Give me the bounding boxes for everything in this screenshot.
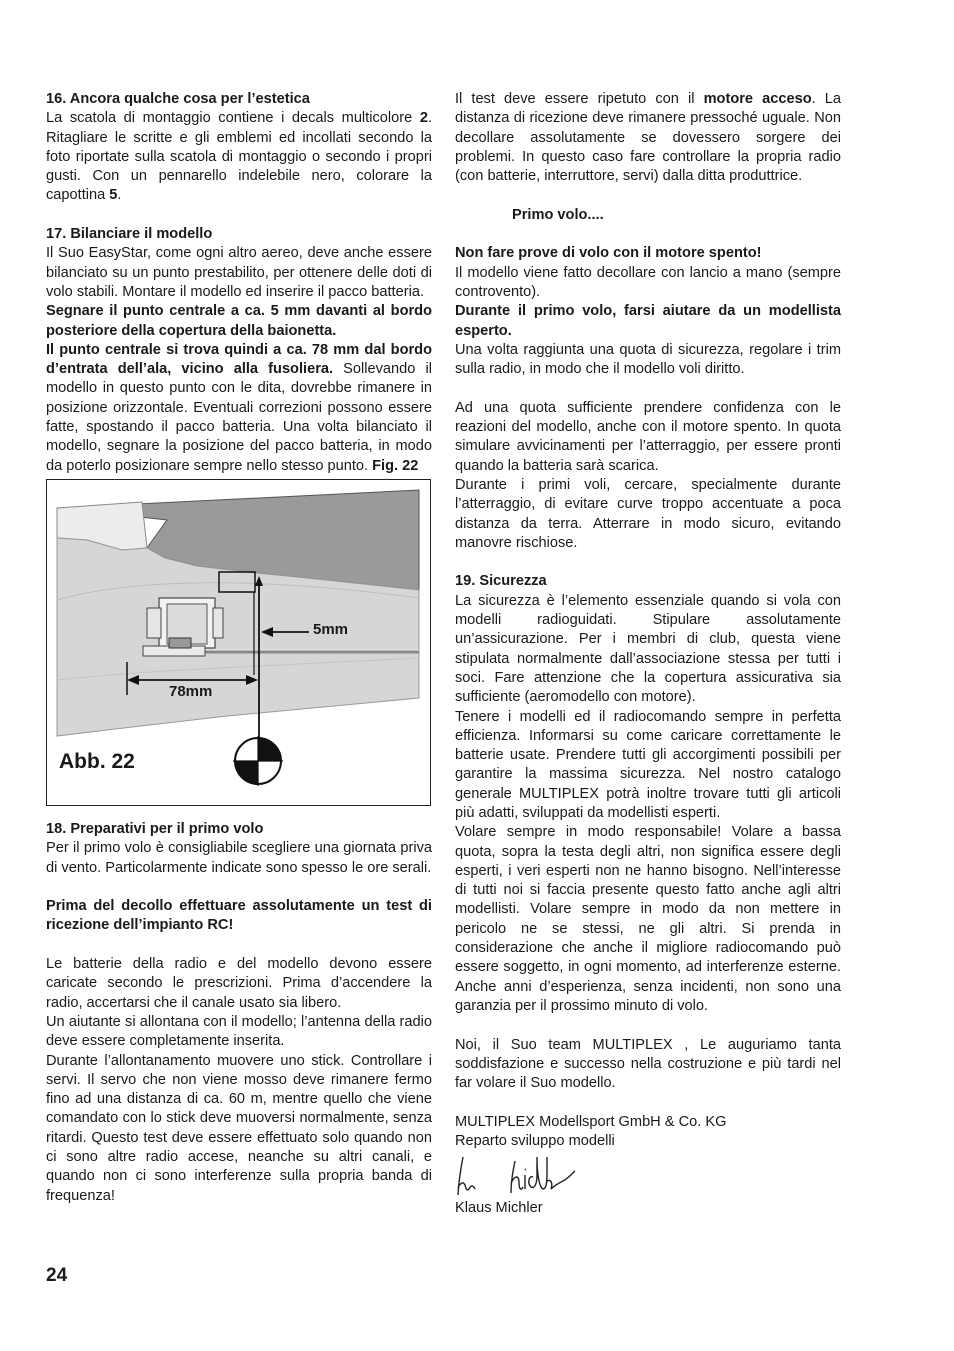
section-16-title: 16. Ancora qualche cosa per l’estetica (46, 91, 310, 107)
expert-help-text: Durante il primo volo, farsi aiutare da un modellista esperto. (455, 303, 841, 339)
closing-text: Noi, il Suo team MULTIPLEX , Le auguriamo tanta soddisfazione e successo nella costruzione e più tardi nel far volare il Suo modello. (455, 1036, 841, 1092)
section-16-text (46, 109, 432, 205)
s16-text-e: . (117, 187, 122, 204)
test-text-c: . La distanza di ricezione deve rimanere pressoché uguale. Non decollare assolutamente se dovessero sorgere dei problemi. In questo caso fare controllare la propria radio (con batterie, interruttore, servi) dalla ditta produttrice. (455, 91, 841, 185)
section-19-text-3: Volare sempre in modo responsabile! Volare a bassa quota, sopra la testa degli altri, non significa essere degli esperti, i veri esperti non ne hanno bisogno. Nell’interesse di tutti noi si faccia presente questo fatto anche agli altri modellisti. Volare sempre in modo da non mettere in pericolo ne se stessi, ne gli altri. Si prenda in considerazione che anche il migliore radiocomando può essere soggetto, in ogni momento, ad interferenze esterne. Anche anni d’esperienza, senza incidenti, non sono una garanzia per il prossimo minuto di volo. (455, 824, 841, 1014)
dimension-78mm-label: 78mm (169, 682, 213, 700)
test-text-a: Il test deve essere ripetuto con il (455, 91, 704, 107)
section-18-text-2: Un aiutante si allontana con il modello; l’antenna della radio deve essere completamente inserita. (46, 1013, 432, 1050)
section-18-text-3: Durante l’allontanamento muovere uno stick. Controllare i servi. Il servo che non viene mosso deve rimanere fermo fino ad una distanza di ca. 60 m, mentre quello che viene comandato con lo stick deve muoversi normalmente, senza ritardi. Questo test deve essere effettuato solo quando non ci sono altre radio accese, neanche su altri canali, e quando non ci sono interferenze sulla propria banda di frequenza! (46, 1052, 432, 1204)
s16-ref-2: 2 (419, 110, 428, 127)
department-name: Reparto sviluppo modelli (455, 1133, 615, 1150)
section-17-intro: Il Suo EasyStar, come ogni altro aereo, deve anche essere bilanciato su un punto prestabilito, per ottenere delle doti di volo stabili. Montare il modello ed inserire il pacco batteria. (46, 245, 432, 300)
trim-text: Una volta raggiunta una quota di sicurezza, regolare i trim sulla radio, in modo che il modello voli diritto. (455, 341, 841, 378)
test-motor-text (455, 90, 841, 186)
s16-text-a: La scatola di montaggio contiene i decals multicolore (46, 110, 420, 127)
launch-text: Il modello viene fatto decollare con lancio a mano (sempre controvento). (455, 264, 841, 300)
section-18-bold: Prima del decollo effettuare assolutamente un test di ricezione dell’impianto RC! (46, 898, 432, 934)
section-17-text (46, 341, 432, 476)
left-column (46, 90, 432, 1206)
page-number: 24 (46, 1265, 68, 1286)
landing-text: Durante i primi voli, cercare, specialmente durante l’atterraggio, di evitare curve troppo accentuate a poca distanza da terra. Atterrare in modo sicuro, evitando manovre rischiose. (455, 476, 841, 551)
right-column (455, 90, 841, 1219)
section-17-body: Sollevando il modello in questo punto con le dita, dovrebbe rimanere in posizione orizzontale. Eventuali correzioni possono essere fatte, spostando il pacco batteria. Una volta bilanciato il modello, segnare la posizione del pacco batteria, in modo da poterlo posizionare sempre nello stesso punto. (46, 361, 433, 474)
section-17-bold-1: Segnare il punto centrale a ca. 5 mm davanti al bordo posteriore della copertura della baionetta. (46, 303, 432, 339)
company-name: MULTIPLEX Modellsport GmbH & Co. KG (455, 1113, 727, 1130)
section-17-bold-2: Il punto centrale si trova quindi a ca. 78 mm dal bordo d’entrata dell’ala, vicino alla fusoliera. (46, 341, 432, 378)
section-18-text-1: Le batterie della radio e del modello devono essere caricate secondo le prescrizioni. Prima d’accendere la radio, accertarsi che il canale usato sia libero. (46, 956, 432, 1011)
dimension-5mm-label: 5mm (313, 620, 349, 638)
section-19-text-1: La sicurezza è l’elemento essenziale quando si vola con modelli radioguidati. Stipulare assolutamente un’assicurazione. Per i membri di club, questa viene stipulata normalmente dall’associazione stessa per tutti i soci. Fare attenzione che la copertura assicurativa sia sufficiente (aeromodello con motore). (455, 592, 841, 706)
cg-symbol-icon (233, 736, 283, 786)
primo-volo-heading: Primo volo.... (512, 206, 604, 223)
section-18-title: 18. Preparativi per il primo volo (46, 820, 264, 837)
section-18-intro: Per il primo volo è consigliabile scegliere una giornata priva di vento. Particolarmente indicate sono spesso le ore serali. (46, 840, 432, 876)
signature-icon (455, 1153, 605, 1199)
section-19-text-2: Tenere i modelli ed il radiocomando sempre in perfetta efficienza. Informarsi su come caricare correttamente le batterie usate. Prendere tutti gli accorgimenti possibili per garantire la massima sicurezza. Nel nostro catalogo generale MULTIPLEX potrà inoltre trovare tutti gli articoli più adatti, sviluppati da modellisti esperti. (455, 708, 841, 821)
warning-motor-off: Non fare prove di volo con il motore spento! (455, 245, 762, 262)
s16-ref-5: 5 (109, 187, 118, 204)
fig-reference: Fig. 22 (372, 457, 419, 474)
section-19-title: 19. Sicurezza (455, 573, 547, 590)
section-17-title: 17. Bilanciare il modello (46, 226, 213, 243)
motor-acceso: motore acceso (703, 91, 812, 107)
s16-text-c: . Ritagliare le scritte e gli emblemi ed incollati secondo la foto riportate sulla scatola di montaggio o secondo i propri gusti. Con un pennarello indelebile nero, colorare la capottina (46, 110, 432, 204)
figure-22 (46, 479, 431, 806)
figure-label: Abb. 22 (59, 749, 135, 773)
confidence-text: Ad una quota sufficiente prendere confidenza con le reazioni del modello, anche con il motore spento. In quota simulare avvicinamenti per l’atterraggio, per essere pronti quando la batteria sarà scarica. (455, 399, 841, 474)
signer-name: Klaus Michler (455, 1200, 543, 1217)
